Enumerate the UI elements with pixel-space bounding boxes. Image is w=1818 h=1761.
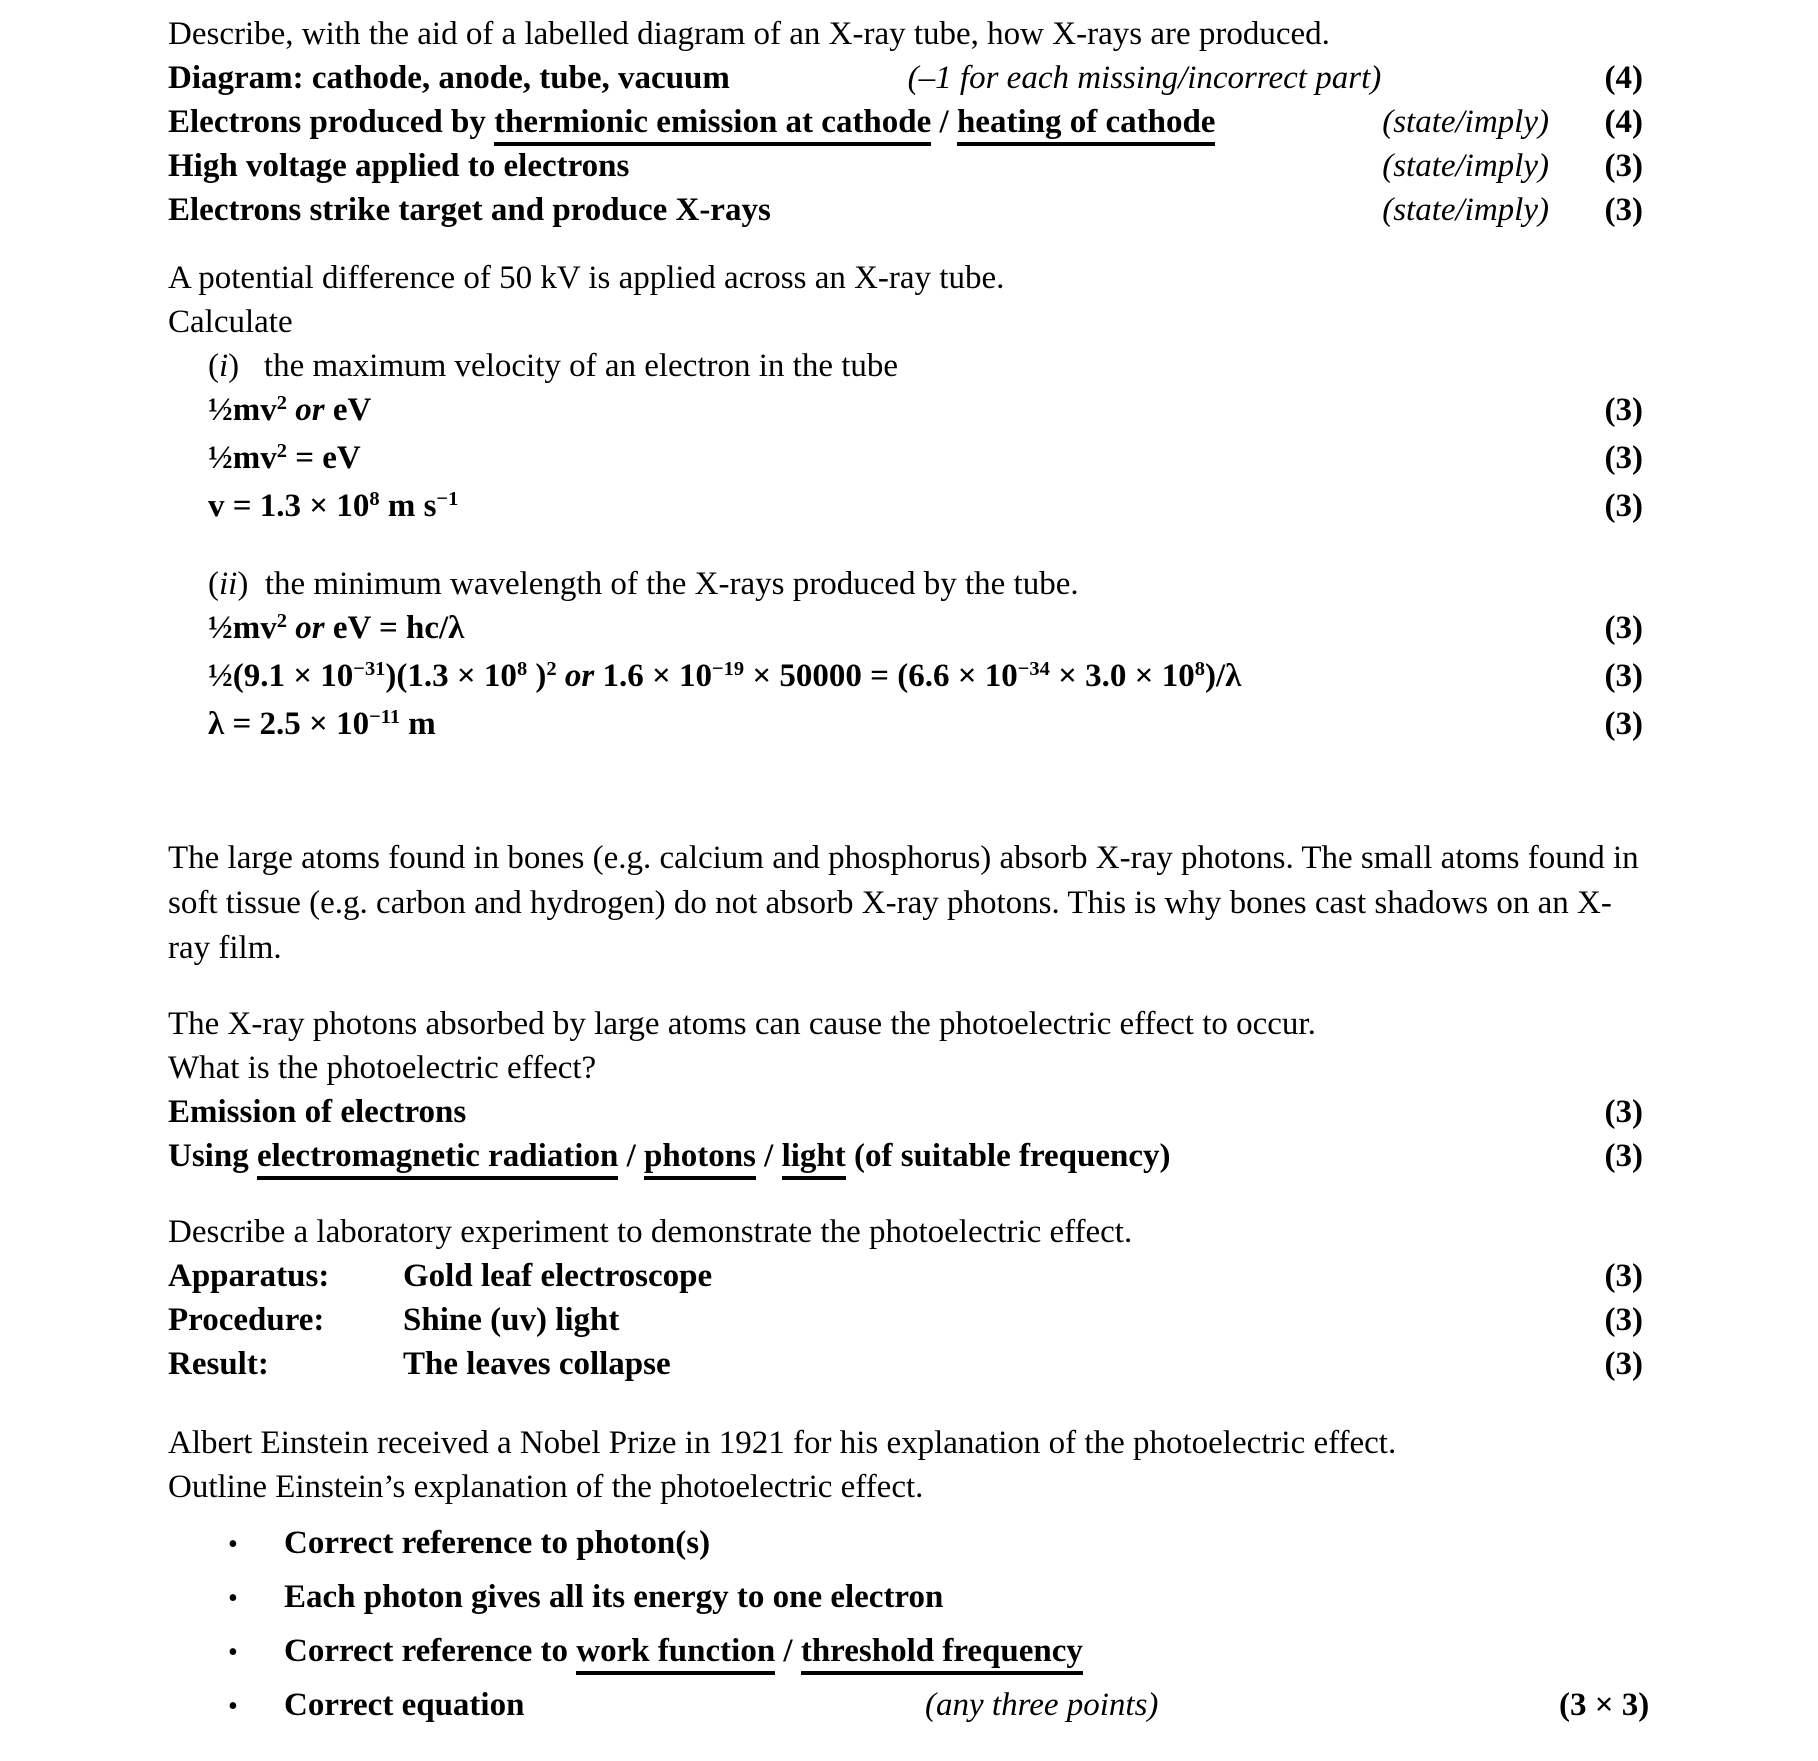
mark-scheme-row: [168, 1134, 1643, 1178]
question-prompt: [168, 1210, 1643, 1254]
experiment-row: [168, 1342, 1643, 1386]
mark-value: (3): [1604, 440, 1643, 476]
answer-text: Diagram: cathode, anode, tube, vacuum: [168, 60, 730, 96]
question-prompt: [168, 1465, 1643, 1509]
experiment-label: Apparatus:: [168, 1258, 330, 1294]
prompt-text: A potential difference of 50 kV is applied across an X-ray tube.: [168, 260, 1005, 296]
prompt-text: What is the photoelectric effect?: [168, 1050, 597, 1086]
question-prompt: [168, 12, 1643, 56]
bullet-item: [168, 1517, 1643, 1571]
marker-note: (–1 for each missing/incorrect part): [907, 60, 1382, 96]
equation-text: $\frac{1}{2}mv^2$ or eV: [208, 391, 372, 428]
equation-text: $\lambda = 2.5 \times 10^{-11}$ m: [208, 705, 436, 742]
bullet-list: [168, 1517, 1650, 1733]
question-part-i: [168, 344, 1643, 388]
mark-scheme-row: [168, 144, 1643, 188]
experiment-value: Shine (uv) light: [403, 1302, 620, 1338]
mark-value: (3): [1604, 488, 1643, 524]
prompt-text: Calculate: [168, 304, 293, 340]
prompt-text: The X-ray photons absorbed by large atoms can cause the photoelectric effect to occur.: [168, 1006, 1316, 1042]
question-prompt: [168, 256, 1643, 300]
answer-text: Electrons strike target and produce X-rays: [168, 192, 771, 228]
mark-scheme-row: [168, 1090, 1643, 1134]
answer-text: High voltage applied to electrons: [168, 148, 630, 184]
mark-scheme-row: [168, 388, 1643, 436]
mark-value: (3): [1604, 392, 1643, 428]
mark-scheme-row: [168, 436, 1643, 484]
mark-value: (3): [1604, 192, 1643, 228]
prompt-text: Describe a laboratory experiment to demonstrate the photoelectric effect.: [168, 1214, 1133, 1250]
marker-note: (state/imply): [1382, 104, 1549, 140]
experiment-row: [168, 1254, 1643, 1298]
equation-text: $\frac{1}{2}mv^2$ = eV: [208, 439, 361, 476]
bullet-text: Correct reference to work function / threshold frequency: [284, 1625, 1083, 1677]
experiment-label: Result:: [168, 1346, 269, 1382]
question-prompt: [168, 300, 1643, 344]
question-prompt: [168, 1002, 1643, 1046]
mark-value: (3): [1604, 658, 1643, 694]
bullet-item: [168, 1625, 1643, 1679]
bullet-item: [168, 1571, 1643, 1625]
experiment-label: Procedure:: [168, 1302, 325, 1338]
mark-value: (3): [1604, 1302, 1643, 1338]
mark-scheme-row: [168, 654, 1643, 702]
marker-note: (state/imply): [1382, 192, 1549, 228]
mark-value: (3): [1604, 610, 1643, 646]
bullet-icon: •: [228, 1583, 238, 1614]
mark-scheme-row: [168, 188, 1643, 232]
answer-text: Emission of electrons: [168, 1094, 467, 1130]
mark-scheme-row: [168, 484, 1643, 532]
mark-scheme-row: [168, 702, 1643, 750]
marker-note: (state/imply): [1382, 148, 1549, 184]
part-label-text: (ii) the minimum wavelength of the X-rays produced by the tube.: [208, 566, 1079, 602]
equation-text: $v = 1.3 \times 10^8$ m $s^{-1}$: [208, 487, 459, 524]
question-prompt: [168, 1046, 1643, 1090]
mark-value: (3): [1604, 148, 1643, 184]
experiment-value: Gold leaf electroscope: [403, 1258, 713, 1294]
mark-value: (3): [1604, 1346, 1643, 1382]
question-part-ii: [168, 562, 1643, 606]
equation-text: $\frac{1}{2}mv^2$ or eV = hc/λ: [208, 609, 465, 646]
mark-scheme-row: [168, 100, 1643, 144]
bullet-icon: •: [228, 1529, 238, 1560]
bullet-text: Correct reference to photon(s): [284, 1525, 711, 1561]
mark-value: (4): [1604, 60, 1643, 96]
prompt-text: Albert Einstein received a Nobel Prize in 1921 for his explanation of the photoelectric effect.: [168, 1425, 1397, 1461]
mark-value: (3): [1604, 1258, 1643, 1294]
context-paragraph: The large atoms found in bones (e.g. calcium and phosphorus) absorb X-ray photons. The small atoms found in soft tissue (e.g. carbon and hydrogen) do not absorb X-ray photons. This is why bones cast shadows on an X-ray film.: [168, 840, 1639, 966]
bullet-icon: •: [228, 1637, 238, 1668]
bullet-text: Each photon gives all its energy to one electron: [284, 1579, 944, 1615]
answer-text: Electrons produced by thermionic emission at cathode / heating of cathode: [168, 100, 1215, 144]
mark-scheme-row: [168, 606, 1643, 654]
question-prompt: [168, 1421, 1643, 1465]
experiment-row: [168, 1298, 1643, 1342]
experiment-value: The leaves collapse: [403, 1346, 671, 1382]
equation-text: ½(9.1 × $10^{-31})(1.3 \times 10^8$ )$^2$ or $1.6 \times 10^{-19} \times 50000 = (6.6 \times 10^{-34} \times 3.0 \times 10^8)/\lambda$: [208, 657, 1242, 694]
mark-value: (3): [1604, 1094, 1643, 1130]
mark-value: (3 × 3): [1559, 1687, 1650, 1723]
prompt-text: Outline Einstein’s explanation of the photoelectric effect.: [168, 1469, 924, 1505]
mark-value: (4): [1604, 104, 1643, 140]
mark-scheme-row: [168, 56, 1643, 100]
bullet-text: Correct equation: [284, 1687, 525, 1723]
marker-note: (any three points): [925, 1687, 1159, 1723]
answer-text: Using electromagnetic radiation / photons / light (of suitable frequency): [168, 1134, 1171, 1178]
bullet-item: [168, 1679, 1650, 1733]
mark-value: (3): [1604, 706, 1643, 742]
mark-value: (3): [1604, 1138, 1643, 1174]
part-label-text: (i) the maximum velocity of an electron in the tube: [208, 348, 899, 384]
prompt-text: Describe, with the aid of a labelled diagram of an X-ray tube, how X-rays are produced.: [168, 16, 1330, 52]
bullet-icon: •: [228, 1691, 238, 1722]
